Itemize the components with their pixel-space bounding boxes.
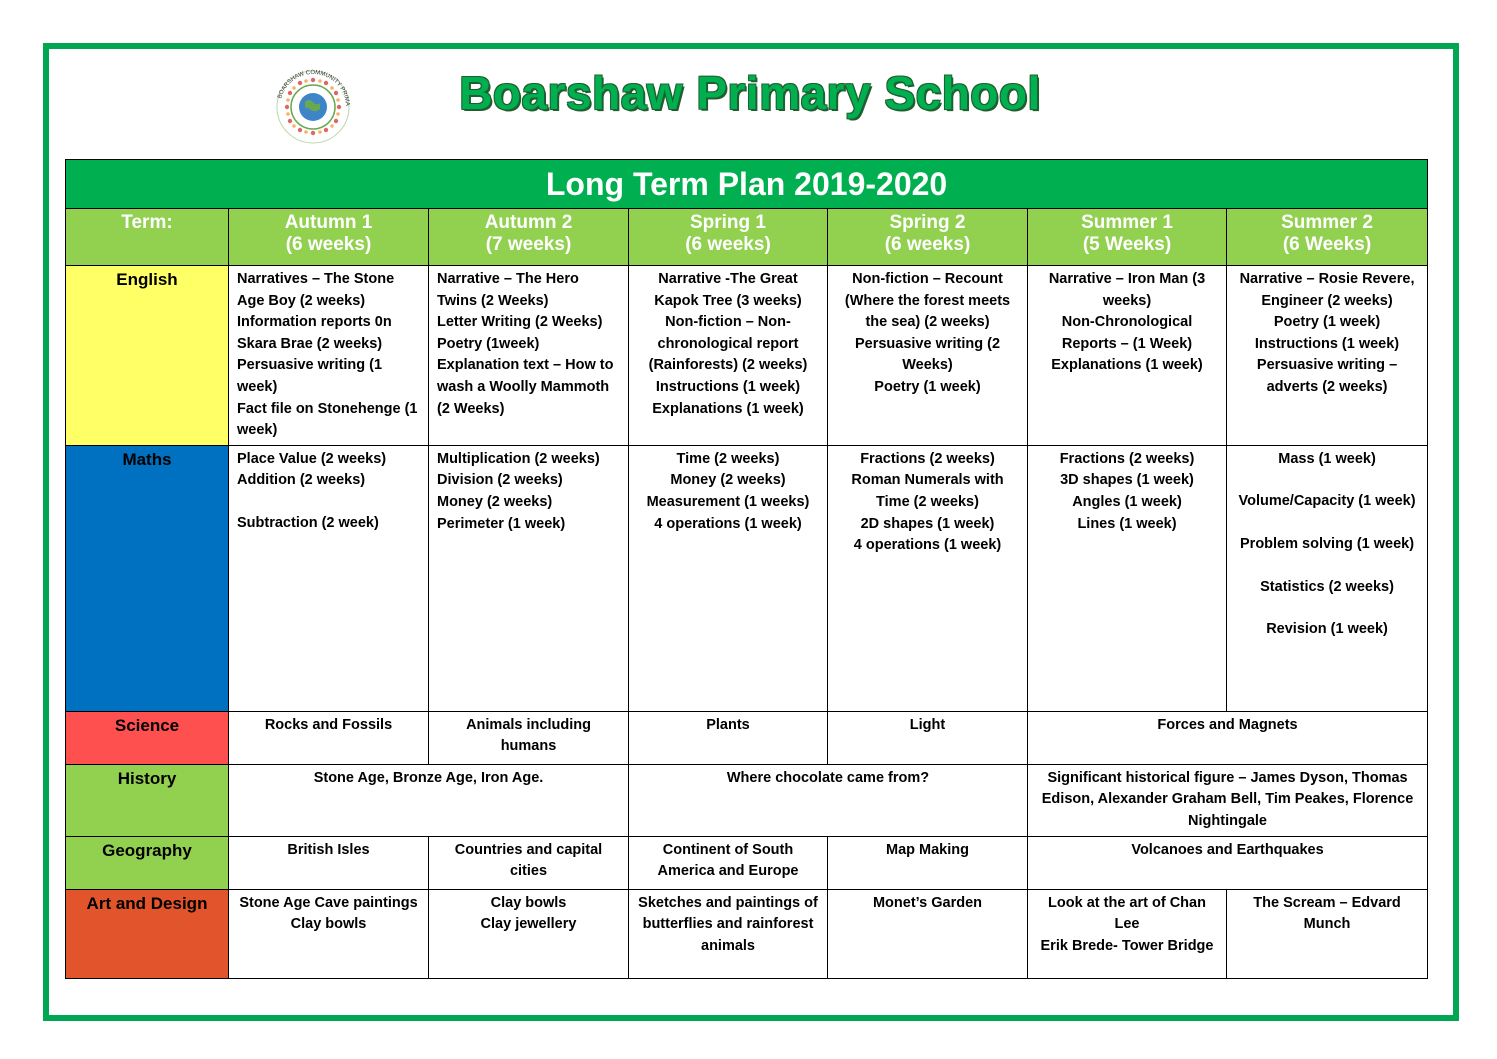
art-spring-1: Sketches and paintings of butterflies and rainforest animals <box>629 889 828 978</box>
svg-text:BOARSHAW COMMUNITY PRIMARY: BOARSHAW COMMUNITY PRIMA <box>277 69 351 107</box>
subject-art-and-design: Art and Design <box>66 889 229 978</box>
english-spring-2: Non-fiction – Recount (Where the forest meets the sea) (2 weeks) Persuasive writing (2 Weeks) Poetry (1 week) <box>828 266 1028 446</box>
science-row <box>66 711 1428 764</box>
art-summer-2: The Scream – Edvard Munch <box>1227 889 1428 978</box>
term-header-summer-2: Summer 2 (6 Weeks) <box>1227 209 1428 266</box>
term-header-summer-1: Summer 1 (5 Weeks) <box>1028 209 1227 266</box>
geography-autumn-1: British Isles <box>229 836 429 889</box>
subject-history: History <box>66 764 229 836</box>
maths-summer-1: Fractions (2 weeks) 3D shapes (1 week) Angles (1 week) Lines (1 week) <box>1028 445 1227 711</box>
subject-geography: Geography <box>66 836 229 889</box>
long-term-plan-table <box>65 159 1428 979</box>
subject-english: English <box>66 266 229 446</box>
art-autumn-1: Stone Age Cave paintings Clay bowls <box>229 889 429 978</box>
geography-row <box>66 836 1428 889</box>
term-header-row <box>66 209 1428 266</box>
geography-spring-1: Continent of South America and Europe <box>629 836 828 889</box>
school-name: Boarshaw Primary School <box>459 67 1041 119</box>
term-header-autumn-2: Autumn 2 (7 weeks) <box>429 209 629 266</box>
history-summer: Significant historical figure – James Dyson, Thomas Edison, Alexander Graham Bell, Tim Peakes, Florence Nightingale <box>1028 764 1428 836</box>
science-autumn-2: Animals including humans <box>429 711 629 764</box>
science-spring-1: Plants <box>629 711 828 764</box>
art-row <box>66 889 1428 978</box>
history-autumn: Stone Age, Bronze Age, Iron Age. <box>229 764 629 836</box>
science-autumn-1: Rocks and Fossils <box>229 711 429 764</box>
art-spring-2: Monet’s Garden <box>828 889 1028 978</box>
maths-spring-2: Fractions (2 weeks) Roman Numerals with Time (2 weeks) 2D shapes (1 week) 4 operations (1 week) <box>828 445 1028 711</box>
term-header-autumn-1: Autumn 1 (6 weeks) <box>229 209 429 266</box>
english-row <box>66 266 1428 446</box>
english-summer-1: Narrative – Iron Man (3 weeks) Non-Chronological Reports – (1 Week) Explanations (1 week) <box>1028 266 1227 446</box>
geography-summer: Volcanoes and Earthquakes <box>1028 836 1428 889</box>
geography-autumn-2: Countries and capital cities <box>429 836 629 889</box>
english-autumn-2: Narrative – The Hero Twins (2 Weeks) Letter Writing (2 Weeks) Poetry (1week) Explanation text – How to wash a Woolly Mammoth (2 Weeks) <box>429 266 629 446</box>
maths-autumn-1: Place Value (2 weeks) Addition (2 weeks) Subtraction (2 week) <box>229 445 429 711</box>
logo-emblem-icon <box>268 67 358 147</box>
subject-science: Science <box>66 711 229 764</box>
science-summer: Forces and Magnets <box>1028 711 1428 764</box>
term-label: Term: <box>66 209 229 266</box>
maths-autumn-2: Multiplication (2 weeks) Division (2 weeks) Money (2 weeks) Perimeter (1 week) <box>429 445 629 711</box>
maths-row <box>66 445 1428 711</box>
term-header-spring-2: Spring 2 (6 weeks) <box>828 209 1028 266</box>
geography-spring-2: Map Making <box>828 836 1028 889</box>
maths-summer-2: Mass (1 week) Volume/Capacity (1 week) Problem solving (1 week) Statistics (2 weeks) Revision (1 week) <box>1227 445 1428 711</box>
term-header-spring-1: Spring 1 (6 weeks) <box>629 209 828 266</box>
history-spring: Where chocolate came from? <box>629 764 1028 836</box>
school-logo <box>268 67 358 147</box>
subject-maths: Maths <box>66 445 229 711</box>
english-spring-1: Narrative -The Great Kapok Tree (3 weeks) Non-fiction – Non-chronological report (Rainforests) (2 weeks) Instructions (1 week) Explanations (1 week) <box>629 266 828 446</box>
english-autumn-1: Narratives – The Stone Age Boy (2 weeks) Information reports 0n Skara Brae (2 weeks) Persuasive writing (1 week) Fact file on Stonehenge (1 week) <box>229 266 429 446</box>
maths-spring-1: Time (2 weeks) Money (2 weeks) Measurement (1 weeks) 4 operations (1 week) <box>629 445 828 711</box>
english-summer-2: Narrative – Rosie Revere, Engineer (2 weeks) Poetry (1 week) Instructions (1 week) Persuasive writing – adverts (2 weeks) <box>1227 266 1428 446</box>
plan-title: Long Term Plan 2019-2020 <box>66 160 1428 209</box>
history-row <box>66 764 1428 836</box>
science-spring-2: Light <box>828 711 1028 764</box>
art-summer-1: Look at the art of Chan Lee Erik Brede- Tower Bridge <box>1028 889 1227 978</box>
art-autumn-2: Clay bowls Clay jewellery <box>429 889 629 978</box>
